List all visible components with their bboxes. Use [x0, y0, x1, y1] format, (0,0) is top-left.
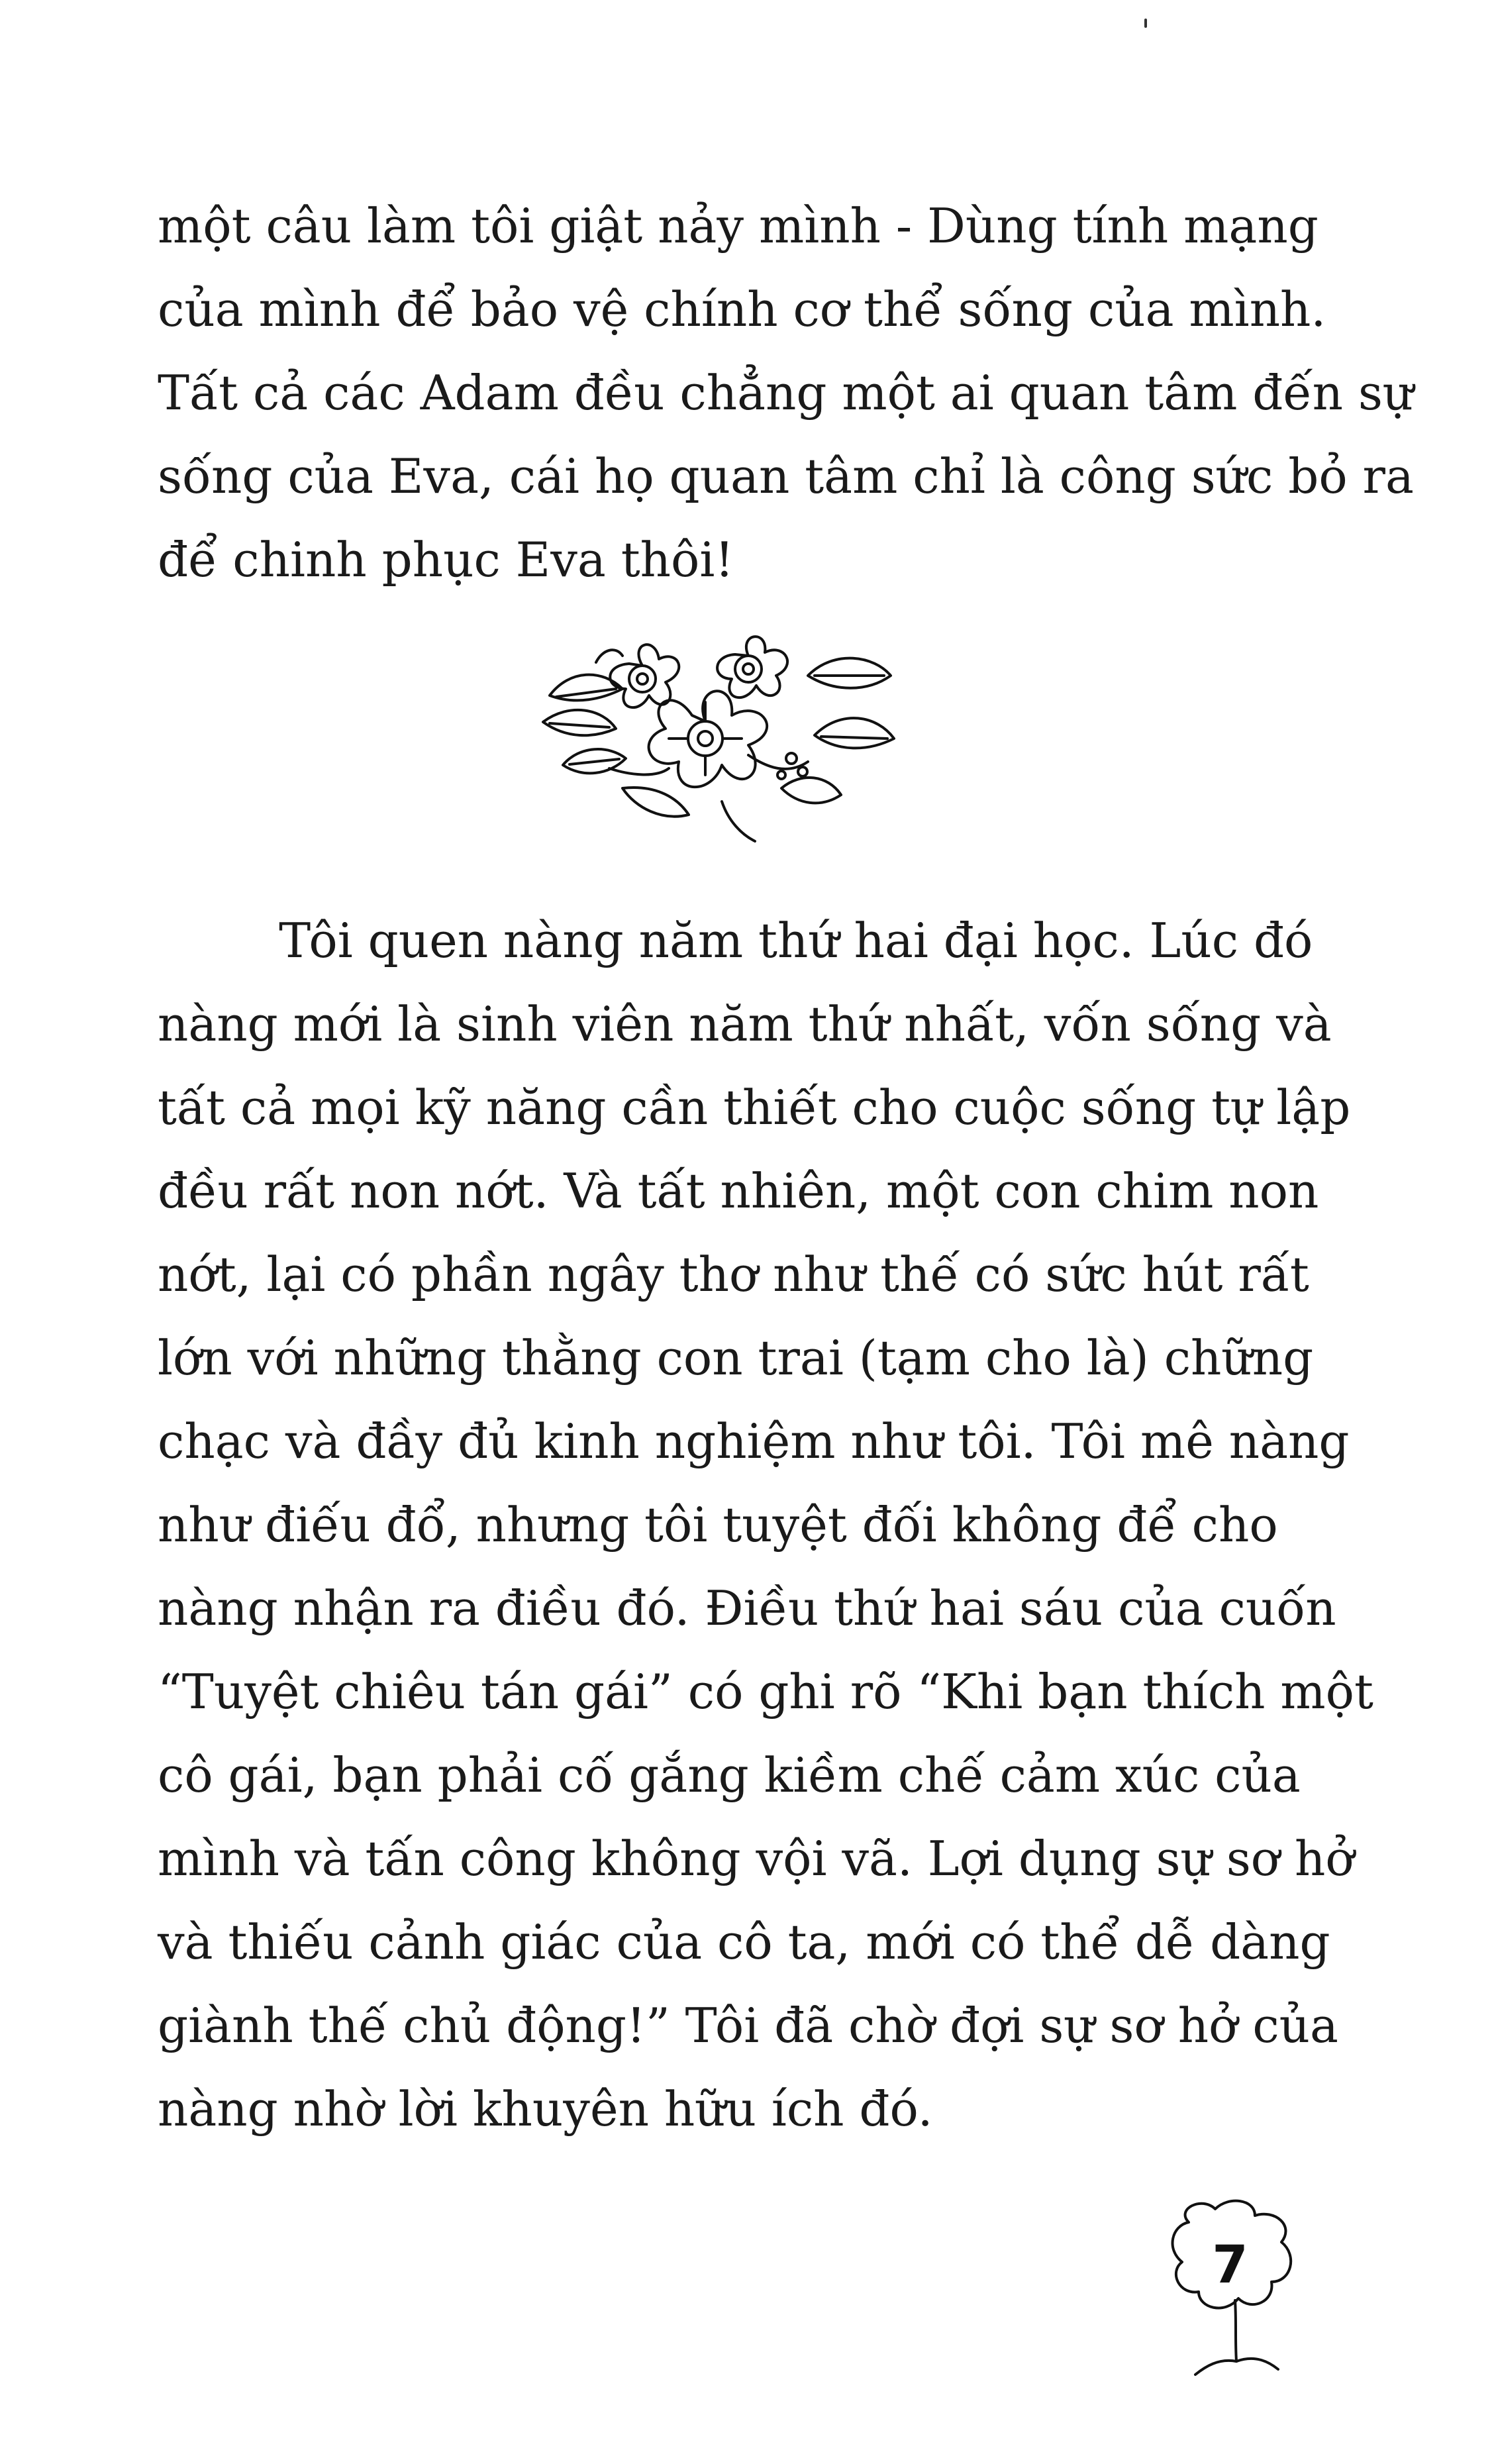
text-line: để chinh phục Eva thôi!	[158, 532, 734, 588]
text-line: sống của Eva, cái họ quan tâm chỉ là công sức bỏ ra	[158, 448, 1414, 504]
text-line: nàng nhờ lời khuyên hữu ích đó.	[158, 2081, 933, 2137]
page-number-badge	[1162, 2196, 1315, 2414]
text-line: lớn với những thằng con trai (tạm cho là) chững	[158, 1330, 1314, 1386]
text-line: nàng nhận ra điều đó. Điều thứ hai sáu của cuốn	[158, 1580, 1336, 1636]
text-line: mình và tấn công không vội vã. Lợi dụng sự sơ hở	[158, 1831, 1354, 1886]
text-line: chạc và đầy đủ kinh nghiệm như tôi. Tôi mê nàng	[158, 1413, 1350, 1469]
flower-outline-icon	[1162, 2196, 1315, 2414]
print-speck	[1144, 19, 1147, 28]
page-number: 7	[1212, 2235, 1248, 2295]
paragraph-1	[158, 184, 1414, 601]
text-line: đều rất non nớt. Và tất nhiên, một con chim non	[158, 1163, 1319, 1219]
text-line: như điếu đổ, nhưng tôi tuyệt đối không để cho	[158, 1497, 1278, 1553]
text-line: và thiếu cảnh giác của cô ta, mới có thể dễ dàng	[158, 1914, 1330, 1970]
text-line: nàng mới là sinh viên năm thứ nhất, vốn sống và	[158, 996, 1332, 1052]
paragraph-2	[158, 899, 1373, 2151]
text-line: cô gái, bạn phải cố gắng kiềm chế cảm xúc của	[158, 1747, 1301, 1803]
text-line: tất cả mọi kỹ năng cần thiết cho cuộc sống tự lập	[158, 1080, 1351, 1135]
text-line: “Tuyệt chiêu tán gái” có ghi rõ “Khi bạn thích một	[158, 1664, 1373, 1720]
text-line: giành thế chủ động!” Tôi đã chờ đợi sự sơ hở của	[158, 1998, 1338, 2053]
text-line: một câu làm tôi giật nảy mình - Dùng tính mạng	[158, 198, 1319, 254]
text-line: nớt, lại có phần ngây thơ như thế có sức hút rất	[158, 1247, 1309, 1302]
text-line: của mình để bảo vệ chính cơ thể sống của mình.	[158, 282, 1326, 337]
text-line: Tôi quen nàng năm thứ hai đại học. Lúc đó	[158, 913, 1313, 968]
floral-ornament-icon	[530, 623, 901, 848]
text-line: Tất cả các Adam đều chẳng một ai quan tâm đến sự	[158, 365, 1414, 421]
